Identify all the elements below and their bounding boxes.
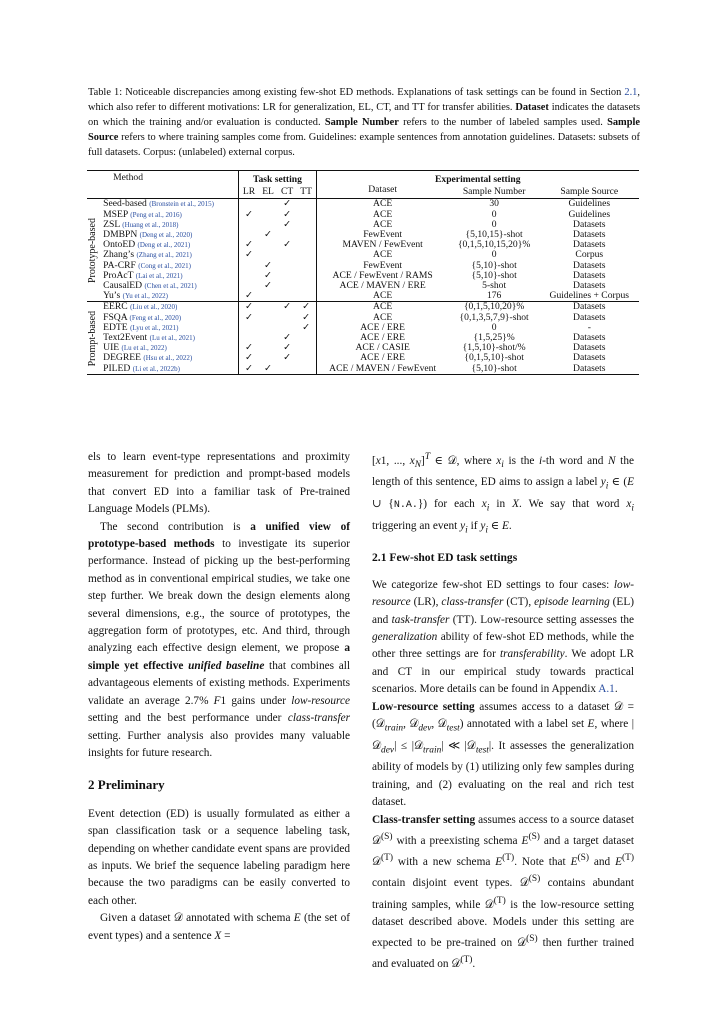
sample-source-cell: Datasets <box>573 352 606 364</box>
task-el-check: ✓ <box>264 229 273 241</box>
task-ct-check <box>277 291 296 302</box>
sample-number-cell: {0,1,3,5,7,9}-shot <box>459 311 529 323</box>
header-el: EL <box>262 185 274 197</box>
task-el-check <box>259 323 278 333</box>
citation-link[interactable]: (Bronstein et al., 2015) <box>149 200 214 209</box>
table-row <box>87 291 639 302</box>
table-caption: Table 1: Noticeable discrepancies among existing few-shot ED methods. Explanations of task settings can be found in Section 2.1, which also refer to different motivations: LR for generalization, EL, CT, and TT for transfer abilities. Dataset indicates the datasets on which the training and/or evaluation is conducted. Sample Number refers to the number of labeled samples used. Sample Source refers to where training samples come from. Guidelines: example sentences from annotation guidelines. Datasets: subsets of full datasets. Corpus: (unlabeled) external corpus. <box>88 87 641 158</box>
sample-source-cell: Corpus <box>575 249 604 261</box>
task-ct-check: ✓ <box>283 301 292 313</box>
method-cell: EERC (Liu et al., 2020) <box>99 302 239 313</box>
paragraph: els to learn event-type representations and proximity measurement for prediction and prompt-based models that convert ED into a familiar task of Pre-trained Language Models (PLMs). <box>88 451 350 516</box>
sample-source-cell: Guidelines + Corpus <box>549 290 630 302</box>
task-ct-check <box>277 261 296 271</box>
task-lr-check <box>239 261 259 271</box>
task-tt-check <box>297 333 316 343</box>
sample-number-cell: {0,1,5,10,15,20}% <box>457 239 531 251</box>
task-lr-check: ✓ <box>244 208 253 220</box>
group-label: Prototype-based <box>86 217 98 283</box>
method-cell: Seed-based (Bronstein et al., 2015) <box>99 199 239 210</box>
task-tt-check <box>297 261 316 271</box>
sample-source-cell: Datasets <box>573 218 606 230</box>
sample-number-cell: 0 <box>491 249 497 261</box>
task-lr-check: ✓ <box>244 301 253 313</box>
task-tt-check <box>297 353 316 363</box>
dataset-cell: ACE / FewEvent / RAMS <box>332 269 433 281</box>
method-cell: ProAcT (Lai et al., 2021) <box>99 271 239 281</box>
dataset-cell: ACE / ERE <box>360 321 406 333</box>
task-lr-check <box>239 220 259 230</box>
method-cell: OntoED (Deng et al., 2021) <box>99 240 239 250</box>
task-lr-check <box>239 323 259 333</box>
paragraph: The second contribution is a unified view of prototype-based methods to investigate its superior performance. Instead of picking up the best-performing method as in conventional empirical studies, we take one step further. We break down the design elements along several dimensions, e.g., the source of prototypes, the aggregation form of prototypes, etc. And third, through analyzing each effective design element, we propose a simple yet effective unified baseline that combines all advantageous elements of existing methods. Experiments validate an average 2.7% F1 gains under low-resource setting and the best performance under class-transfer setting. Further analysis also provides many valuable insights for future research. <box>88 520 351 759</box>
task-ct-check <box>277 250 296 260</box>
task-tt-check: ✓ <box>297 302 316 313</box>
task-tt-check <box>297 364 316 375</box>
task-ct-check <box>277 313 296 323</box>
task-el-check <box>259 199 278 210</box>
dataset-cell: MAVEN / FewEvent <box>342 239 423 251</box>
appendix-ref-link[interactable]: A.1 <box>598 683 615 696</box>
method-cell: UIE (Lu et al., 2022) <box>99 343 239 353</box>
task-lr-check <box>239 199 259 210</box>
sample-source-cell: Datasets <box>573 259 606 271</box>
task-tt-check <box>297 250 316 260</box>
sample-source-cell: Datasets <box>573 280 606 292</box>
paragraph: Low-resource setting assumes access to a dataset 𝒟 = (𝒟$_{train}$, 𝒟$_{dev}$, 𝒟$_{test}$) annotated with a label set E, where |𝒟$_{dev}$| ≤ |𝒟$_{train}$| ≪ |𝒟$_{test}$|. It assesses the generalization ability of models by (1) utilizing only few samples during training, and (2) evaluating on the real and rich test dataset. <box>372 700 634 809</box>
task-el-check <box>259 313 278 323</box>
task-tt-check <box>297 240 316 250</box>
paragraph: Given a dataset 𝒟 annotated with schema E (the set of event types) and a sentence X = <box>88 912 350 942</box>
header-tt: TT <box>297 185 316 199</box>
dataset-cell: ACE / CASIE <box>355 342 410 354</box>
sample-number-cell: {5,10}-shot <box>471 259 517 271</box>
method-cell: DMBPN (Deng et al., 2020) <box>99 230 239 240</box>
task-el-check <box>259 302 278 313</box>
sample-source-cell: Guidelines <box>568 208 611 220</box>
dataset-cell: ACE <box>373 208 393 220</box>
task-el-check: ✓ <box>264 269 273 281</box>
method-cell: Zhang’s (Zhang et al., 2021) <box>99 250 239 260</box>
table-row <box>87 302 639 313</box>
citation-link[interactable]: (Zhang et al., 2021) <box>136 251 192 260</box>
method-cell: DEGREE (Hsu et al., 2022) <box>99 353 239 363</box>
task-lr-check: ✓ <box>244 352 253 364</box>
sample-source-cell: Datasets <box>573 332 606 344</box>
task-ct-check: ✓ <box>283 332 292 344</box>
citation-link[interactable]: (Yu et al., 2022) <box>122 292 168 301</box>
sample-source-cell: Datasets <box>573 239 606 251</box>
task-lr-check: ✓ <box>244 362 253 374</box>
method-cell: ZSL (Huang et al., 2018) <box>99 220 239 230</box>
dataset-cell: ACE <box>373 290 393 302</box>
task-tt-check <box>297 343 316 353</box>
task-el-check <box>259 343 278 353</box>
comparison-table <box>87 170 639 375</box>
task-ct-check: ✓ <box>283 342 292 354</box>
citation-link[interactable]: (Cong et al., 2021) <box>138 261 191 270</box>
citation-link[interactable]: (Chen et al., 2021) <box>144 282 197 291</box>
citation-link[interactable]: (Li et al., 2022b) <box>132 364 180 373</box>
section-heading: 2 Preliminary <box>88 777 165 793</box>
table-row <box>87 199 639 210</box>
paragraph: Class-transfer setting assumes access to a source dataset 𝒟$^{(S)}$ with a preexisting schema $E^{(S)}$ and a target dataset 𝒟$^{(T)}$ with a new schema $E^{(T)}$. Note that $E^{(S)}$ and $E^{(T)}$ contain disjoint event types. 𝒟$^{(S)}$ contains abundant training samples, while 𝒟$^{(T)}$ is the low-resource setting dataset described above. Models under this setting are expected to be pre-trained on 𝒟$^{(S)}$ then further trained and evaluated on 𝒟$^{(T)}$. <box>372 813 635 971</box>
task-lr-check: ✓ <box>244 239 253 251</box>
task-el-check <box>259 291 278 302</box>
citation-link[interactable]: (Lyu et al., 2021) <box>130 323 179 332</box>
dataset-cell: ACE <box>373 311 393 323</box>
dataset-cell: ACE <box>373 301 393 313</box>
task-ct-check: ✓ <box>283 198 292 210</box>
sample-source-cell: Datasets <box>573 311 606 323</box>
sample-source-cell: Datasets <box>573 342 606 354</box>
task-el-check <box>259 210 278 220</box>
task-el-check <box>259 333 278 343</box>
sample-number-cell: 0 <box>491 208 497 220</box>
paragraph: Event detection (ED) is usually formulated as either a span classification task or a sequence labeling task, depending on whether candidate event spans are provided as inputs. We brief the sequence labeling paradigm here because the two paradigms can be easily converted to each other. <box>88 807 350 907</box>
task-tt-check <box>297 271 316 281</box>
dataset-cell: ACE <box>373 198 393 210</box>
task-lr-check: ✓ <box>244 342 253 354</box>
sample-number-cell: {5,10}-shot <box>471 269 517 281</box>
task-tt-check <box>297 199 316 210</box>
section-ref-link[interactable]: 2.1 <box>624 87 638 98</box>
sample-number-cell: {1,5,25}% <box>473 332 515 344</box>
sample-number-cell: 30 <box>489 198 499 210</box>
header-task-setting: Task setting <box>239 171 316 186</box>
paragraph: [x1, ..., $x_N]^T$ ∈ 𝒟, where $x_i$ is the i-th word and N the length of this sentence, ED aims to assign a label $y_i$ ∈ (E ∪ {N.A.}) for each $x_i$ in X. We say that word $x_i$ triggering an event $y_i$ if $y_i$ ∈ E. <box>372 452 634 535</box>
sample-number-cell: {1,5,10}-shot/% <box>462 342 526 354</box>
dataset-cell: ACE / ERE <box>360 352 406 364</box>
task-ct-check: ✓ <box>283 218 292 230</box>
task-el-check: ✓ <box>264 280 273 292</box>
sample-source-cell: Guidelines <box>568 198 611 210</box>
task-tt-check: ✓ <box>297 323 316 333</box>
method-cell: Text2Event (Lu et al., 2021) <box>99 333 239 343</box>
sample-source-cell: Datasets <box>573 301 606 313</box>
paragraph: We categorize few-shot ED settings to four cases: low-resource (LR), class-transfer (CT), episode learning (EL) and task-transfer (TT). Low-resource setting assesses the generalization ability of few-shot ED methods, while the other three settings are for transferability. We adopt LR and CT in our empirical study towards practical scenarios. More details can be found in Appendix A.1. <box>372 578 634 696</box>
task-lr-check: ✓ <box>244 290 253 302</box>
task-el-check: ✓ <box>264 362 273 374</box>
sample-number-cell: 0 <box>491 218 497 230</box>
method-cell: EDTE (Lyu et al., 2021) <box>99 323 239 333</box>
sample-source-cell: Datasets <box>573 229 606 241</box>
left-column <box>88 449 350 945</box>
table-row <box>87 240 639 250</box>
sample-source-cell: Datasets <box>573 269 606 281</box>
task-ct-check: ✓ <box>283 352 292 364</box>
table-row <box>87 364 639 375</box>
header-experimental-setting: Experimental setting <box>435 174 521 185</box>
task-ct-check <box>277 271 296 281</box>
task-el-check: ✓ <box>264 259 273 271</box>
sample-number-cell: 176 <box>486 290 502 302</box>
sample-number-cell: {5,10}-shot <box>471 362 517 374</box>
method-cell: PA-CRF (Cong et al., 2021) <box>99 261 239 271</box>
citation-link[interactable]: (Deng et al., 2021) <box>137 241 191 250</box>
sample-number-cell: {0,1,5,10}-shot <box>464 352 524 364</box>
sample-number-cell: {0,1,5,10,20}% <box>463 301 525 313</box>
task-ct-check <box>277 364 296 375</box>
dataset-cell: ACE / MAVEN / FewEvent <box>329 362 437 374</box>
citation-link[interactable]: (Liu et al., 2020) <box>130 303 178 312</box>
task-tt-check <box>297 230 316 240</box>
citation-link[interactable]: (Hsu et al., 2022) <box>143 354 193 363</box>
method-cell: PILED (Li et al., 2022b) <box>99 364 239 375</box>
citation-link[interactable]: (Huang et al., 2018) <box>122 220 179 229</box>
task-ct-check <box>277 281 296 291</box>
header-ct: CT <box>280 185 294 197</box>
task-el-check <box>259 240 278 250</box>
dataset-cell: ACE / MAVEN / ERE <box>339 280 426 292</box>
header-method: Method <box>99 171 239 186</box>
citation-link[interactable]: (Lai et al., 2021) <box>135 271 183 280</box>
dataset-cell: ACE <box>373 218 393 230</box>
method-cell: MSEP (Peng et al., 2016) <box>99 210 239 220</box>
dataset-cell: FewEvent <box>363 229 403 241</box>
group-label: Prompt-based <box>86 310 98 366</box>
sample-number-cell: 5-shot <box>482 280 507 292</box>
header-sample-number: Sample Number <box>462 185 526 197</box>
subsection-heading: 2.1 Few-shot ED task settings <box>372 551 518 565</box>
task-lr-check <box>239 271 259 281</box>
citation-link[interactable]: (Lu et al., 2021) <box>149 334 195 343</box>
task-ct-check: ✓ <box>283 208 292 220</box>
task-lr-check: ✓ <box>244 249 253 261</box>
sample-number-cell: {5,10,15}-shot <box>465 229 523 241</box>
task-tt-check: ✓ <box>297 313 316 323</box>
task-ct-check: ✓ <box>283 239 292 251</box>
task-tt-check <box>297 281 316 291</box>
citation-link[interactable]: (Feng et al., 2020) <box>129 313 182 322</box>
sample-number-cell: 0 <box>491 321 497 333</box>
task-tt-check <box>297 220 316 230</box>
right-column <box>372 449 634 973</box>
dataset-cell: FewEvent <box>363 259 403 271</box>
header-sample-source: Sample Source <box>560 185 619 197</box>
header-lr: LR <box>242 185 256 197</box>
citation-link[interactable]: (Lu et al., 2022) <box>121 344 167 353</box>
dataset-cell: ACE <box>373 249 393 261</box>
sample-source-cell: Datasets <box>573 362 606 374</box>
method-cell: CausalED (Chen et al., 2021) <box>99 281 239 291</box>
task-lr-check: ✓ <box>244 311 253 323</box>
dataset-cell: ACE / ERE <box>360 332 406 344</box>
citation-link[interactable]: (Peng et al., 2016) <box>130 210 182 219</box>
table-row <box>87 210 639 220</box>
method-cell: FSQA (Feng et al., 2020) <box>99 313 239 323</box>
citation-link[interactable]: (Deng et al., 2020) <box>139 231 193 240</box>
task-tt-check <box>297 291 316 302</box>
task-tt-check <box>297 210 316 220</box>
header-dataset: Dataset <box>368 184 398 196</box>
method-cell: Yu’s (Yu et al., 2022) <box>99 291 239 302</box>
sample-source-cell: - <box>587 321 591 333</box>
